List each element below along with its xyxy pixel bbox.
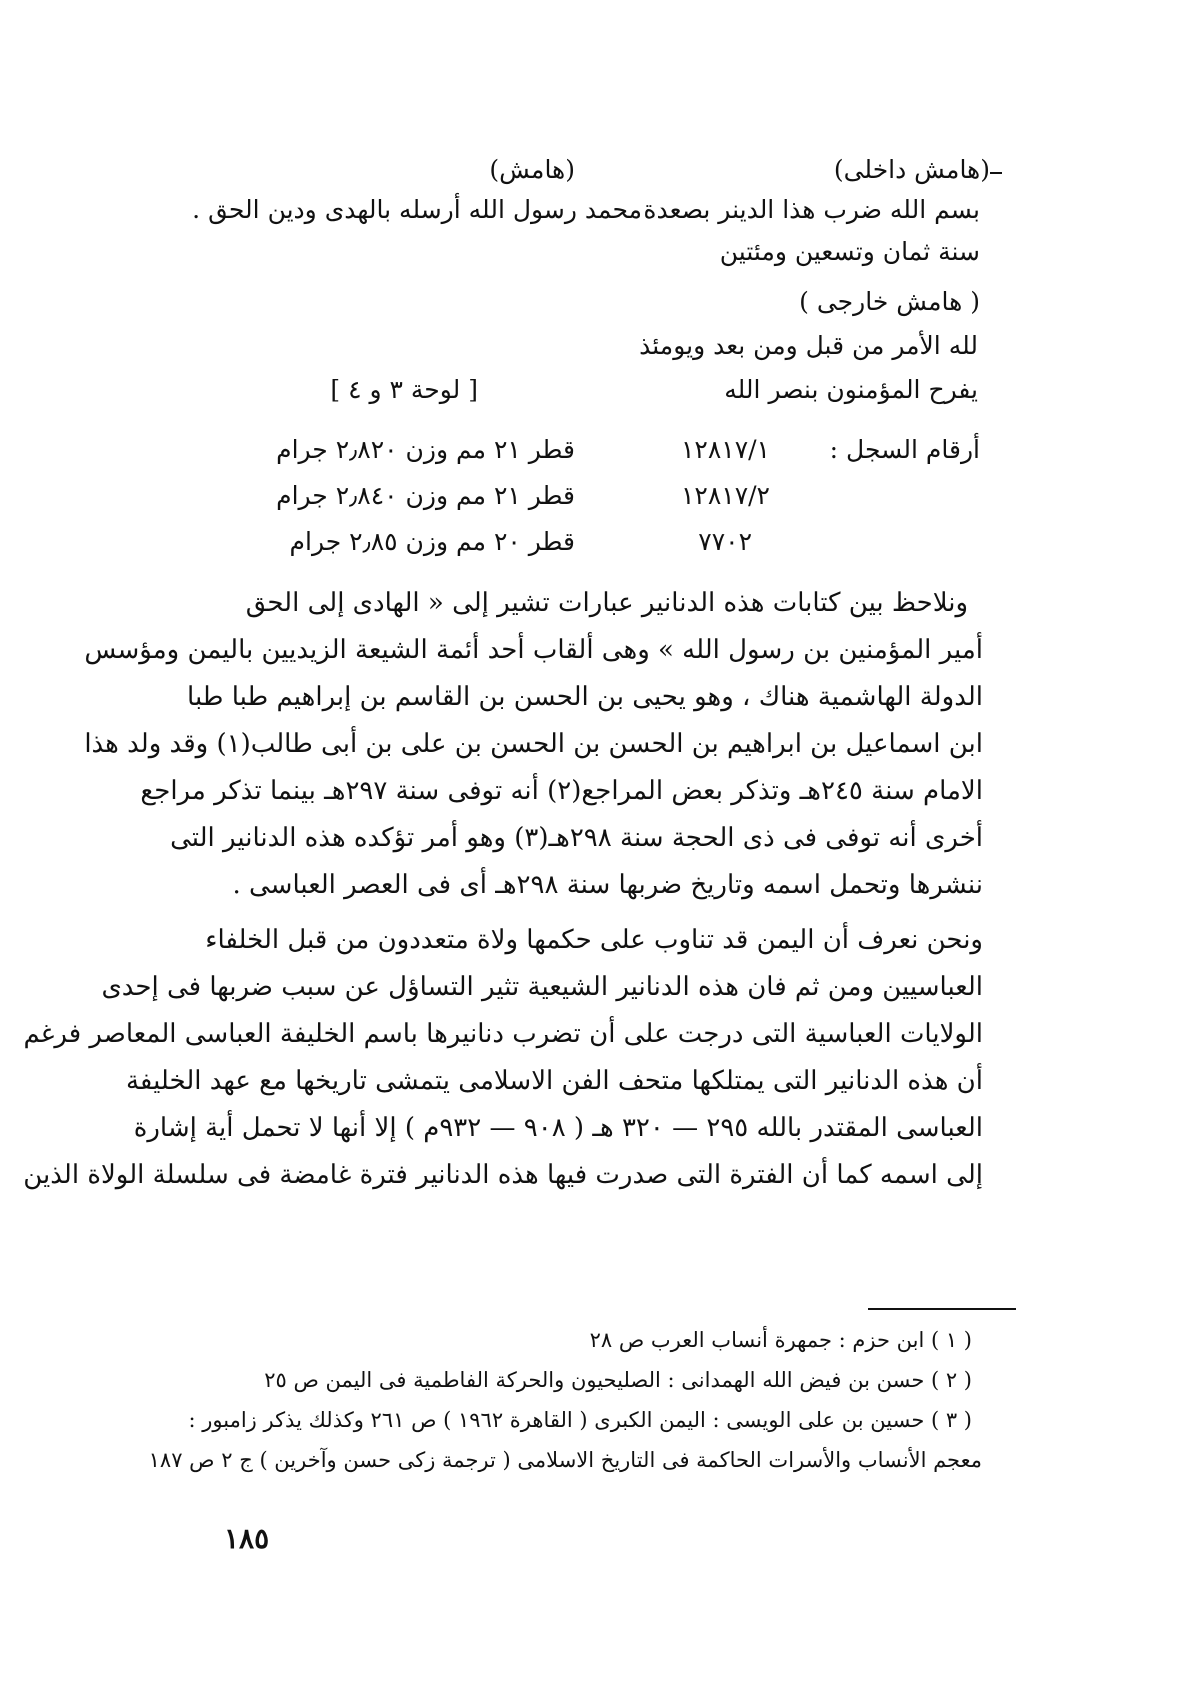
inner-inscription-line-2: سنة ثمان وتسعين ومئتين: [719, 237, 980, 266]
paragraph-1-line: ننشرها وتحمل اسمه وتاريخ ضربها سنة ٢٩٨هـ أى فى العصر العباسى .: [232, 870, 983, 900]
inner-margin-label: (هامش داخلى): [833, 155, 990, 184]
registry-label: أرقام السجل :: [829, 435, 980, 464]
outer-inscription-line-1: لله الأمر من قبل ومن بعد ويومئذ: [639, 331, 978, 360]
footnote: ( ١ ) ابن حزم : جمهرة أنساب العرب ص ٢٨: [589, 1328, 972, 1352]
registry-number: ١٢٨١٧/١: [681, 435, 770, 464]
registry-spec: قطر ٢١ مم وزن ٢٫٨٢٠ جرام: [276, 435, 575, 464]
paragraph-1-line: أخرى أنه توفى فى ذى الحجة سنة ٢٩٨هـ(٣) وهو أمر تؤكده هذه الدنانير التى: [170, 823, 983, 853]
footnote: ( ٣ ) حسين بن على الويسى : اليمن الكبرى ( القاهرة ١٩٦٢ ) ص ٢٦١ وكذلك يذكر زامبور :: [188, 1408, 972, 1432]
margin-tick-mark: [990, 172, 1002, 174]
paragraph-2-line: العباسيين ومن ثم فان هذه الدنانير الشيعية تثير التساؤل عن سبب ضربها فى إحدى: [101, 972, 983, 1002]
footnote: ( ٢ ) حسن بن فيض الله الهمدانى : الصليحيون والحركة الفاطمية فى اليمن ص ٢٥: [264, 1368, 972, 1392]
paragraph-2-line: العباسى المقتدر بالله ٢٩٥ — ٣٢٠ هـ ( ٩٠٨ — ٩٣٢م ) إلا أنها لا تحمل أية إشارة: [133, 1113, 983, 1143]
outer-inscription-line-2: يفرح المؤمنون بنصر الله: [724, 375, 978, 404]
margin-label: (هامش): [489, 155, 575, 184]
paragraph-2-line: إلى اسمه كما أن الفترة التى صدرت فيها هذه الدنانير فترة غامضة فى سلسلة الولاة الذين: [23, 1160, 983, 1190]
footnote-separator: [868, 1308, 1016, 1310]
margin-inscription-line: محمد رسول الله أرسله بالهدى ودين الحق .: [192, 195, 642, 224]
plate-reference: [ لوحة ٣ و ٤ ]: [330, 375, 478, 404]
paragraph-2-line: ونحن نعرف أن اليمن قد تناوب على حكمها ولاة متعددون من قبل الخلفاء: [205, 925, 983, 955]
paragraph-2-line: الولايات العباسية التى درجت على أن تضرب دنانيرها باسم الخليفة العباسى المعاصر فرغم: [23, 1019, 983, 1049]
registry-spec: قطر ٢١ مم وزن ٢٫٨٤٠ جرام: [276, 481, 575, 510]
paragraph-1-line: الدولة الهاشمية هناك ، وهو يحيى بن الحسن بن القاسم بن إبراهيم طبا طبا: [187, 682, 983, 712]
registry-spec: قطر ٢٠ مم وزن ٢٫٨٥ جرام: [289, 527, 575, 556]
registry-number: ١٢٨١٧/٢: [681, 481, 770, 510]
paragraph-1-line: أمير المؤمنين بن رسول الله » وهى ألقاب أحد أئمة الشيعة الزيديين باليمن ومؤسس: [84, 635, 983, 665]
paragraph-1-line: ابن اسماعيل بن ابراهيم بن الحسن بن الحسن بن على بن أبى طالب(١) وقد ولد هذا: [84, 729, 983, 759]
paragraph-1-line: الامام سنة ٢٤٥هـ وتذكر بعض المراجع(٢) أنه توفى سنة ٢٩٧هـ بينما تذكر مراجع: [140, 776, 983, 806]
registry-number: ٧٧٠٢: [698, 527, 752, 556]
inner-inscription-line-1: بسم الله ضرب هذا الدينر بصعدة: [643, 195, 980, 224]
outer-margin-label: ( هامش خارجى ): [799, 287, 980, 316]
footnote-continuation: معجم الأنساب والأسرات الحاكمة فى التاريخ الاسلامى ( ترجمة زكى حسن وآخرين ) ج ٢ ص ١٨٧: [148, 1448, 982, 1472]
paragraph-2-line: أن هذه الدنانير التى يمتلكها متحف الفن الاسلامى يتمشى تاريخها مع عهد الخليفة: [125, 1066, 983, 1096]
page-number: ١٨٥: [224, 1522, 270, 1555]
paragraph-1-line: ونلاحظ بين كتابات هذه الدنانير عبارات تشير إلى « الهادى إلى الحق: [245, 588, 968, 618]
